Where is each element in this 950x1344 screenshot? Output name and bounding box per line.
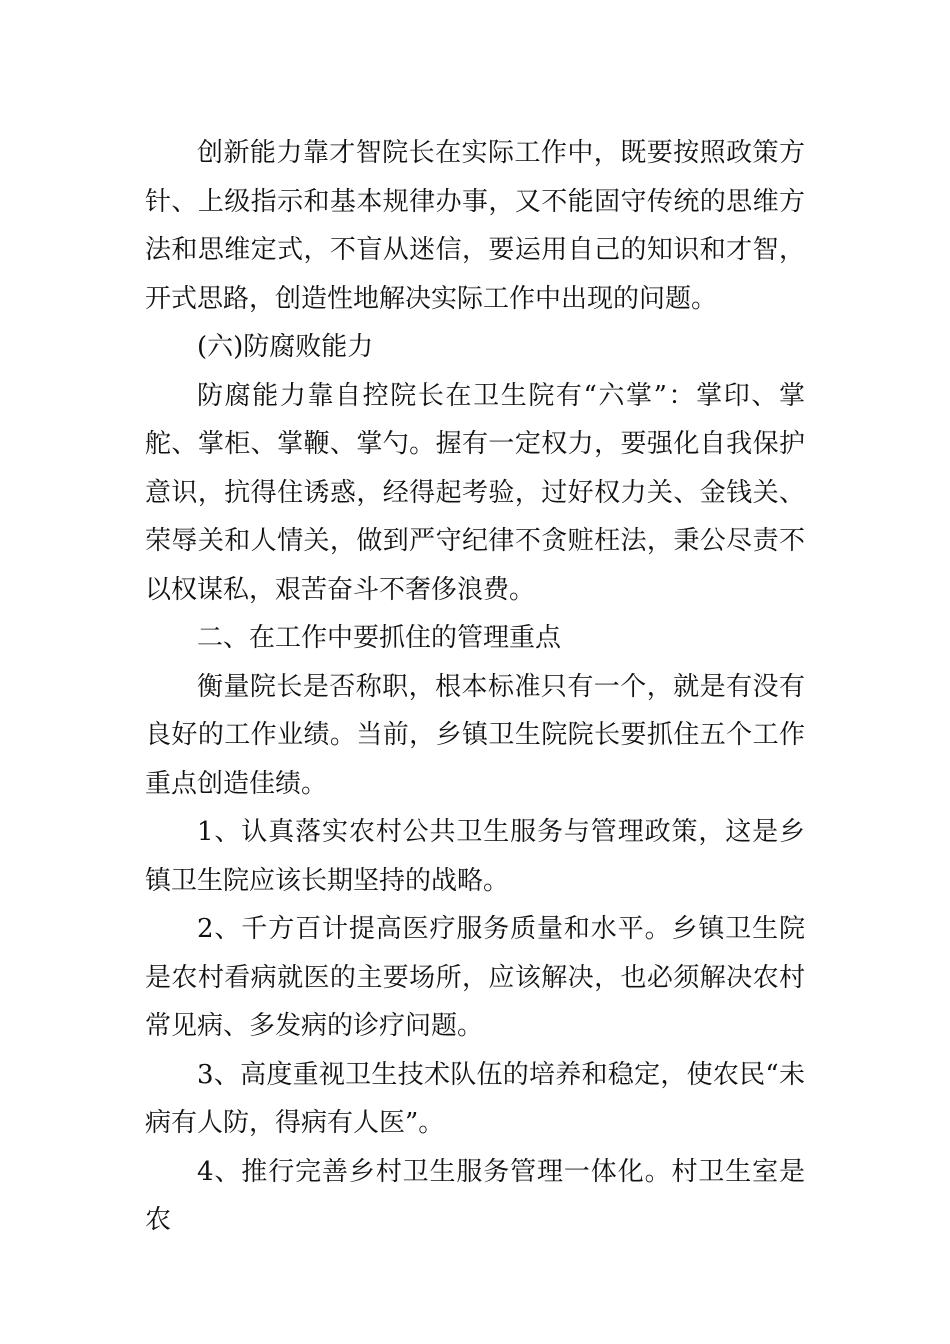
paragraph-self-control: 防腐能力靠自控院长在卫生院有“六掌”：掌印、掌舵、掌柜、掌鞭、掌勺。握有一定权力，要强化自我保护意识，抗得住诱惑，经得起考验，过好权力关、金钱关、荣辱关和人情关，做到严守纪律不贪赃枉法，秉公尽责不以权谋私，艰苦奋斗不奢侈浪费。	[145, 380, 805, 605]
paragraph-measure-director: 衡量院长是否称职，根本标准只有一个，就是有没有良好的工作业绩。当前，乡镇卫生院院长要抓住五个工作重点创造佳绩。	[145, 671, 805, 799]
list-item-3: 3、高度重视卫生技术队伍的培养和稳定，使农民“未病有人防，得病有人医”。	[145, 1059, 805, 1138]
paragraph-innovation: 创新能力靠才智院长在实际工作中，既要按照政策方针、上级指示和基本规律办事，又不能固守传统的思维方法和思维定式，不盲从迷信，要运用自己的知识和才智，开式思路，创造性地解决实际工作中出现的问题。	[145, 138, 805, 314]
document-body	[145, 129, 805, 1245]
section-heading-management-focus: 二、在工作中要抓住的管理重点	[197, 623, 562, 653]
list-item-2: 2、千方百计提高医疗服务质量和水平。乡镇卫生院是农村看病就医的主要场所，应该解决，也必须解决农村常见病、多发病的诊疗问题。	[145, 914, 805, 1041]
section-heading-anti-corruption: (六)防腐败能力	[197, 332, 374, 362]
list-item-4: 4、推行完善乡村卫生服务管理一体化。村卫生室是农	[145, 1156, 805, 1235]
list-item-1: 1、认真落实农村公共卫生服务与管理政策，这是乡镇卫生院应该长期坚持的战略。	[145, 817, 805, 896]
